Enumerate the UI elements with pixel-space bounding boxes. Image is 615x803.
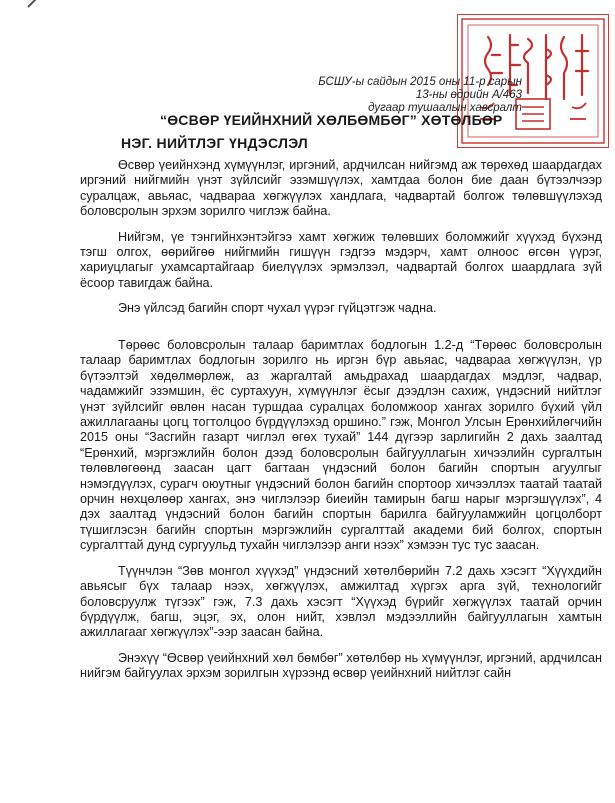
scan-mark [27, 0, 44, 8]
paragraph-5: Түүнчлэн “Зөв монгол хүүхэд” үндэсний хөтөлбөрийн 7.2 дахь хэсэгт “Хүүхдийн авьясыг бүх талаар нээх, хөгжүүлэх, амжилтад хүргэх арга зүй, технологийг боловсруулж түгээх” гэж, 7.3 дахь хэсэгт “Хүүхэд бүрийг хөгжүүлэх таатай орчин бүрдүүлж, багш, эцэг, эх, олон нийт, хэвлэл мэдээллийн байгууллагын хамтын ажиллагааг хөгжүүлэх”-ээр заасан байна. [80, 563, 602, 640]
approval-reference [312, 76, 522, 115]
body-paragraphs-4-6 [80, 338, 602, 692]
paragraph-6: Энэхүү “Өсвөр үеийнхний хөл бөмбөг” хөтөлбөр нь хүмүүнлэг, иргэний, ардчилсан нийгэм байгуулах эрхэм зорилгын хүрээнд өсвөр үеийнхний нийтлэг сайн [80, 650, 602, 681]
body-paragraphs-1-3 [80, 158, 602, 327]
approval-line-2: дугаар тушаалын хавсралт [368, 102, 522, 114]
paragraph-4: Төрөөс боловсролын талаар баримтлах бодлогын 1.2-д “Төрөөс боловсролын талаар баримтлах бодлогын зорилго нь иргэн бүр авьяас, чадвараа хөгжүүлэн, үр бүтээлтэй хөдөлмөрлөж, аз жаргалтай амьдрахад шаардагдах мэдлэг, чадвар, чадамжийг эзэмшин, ёс суртахуун, хүмүүнлэг ёсыг дээдлэн сахиж, үндэсний нийтлэг үнэт зүйлсийг өвлөн насан туршдаа суралцах боломжоор хангах зорилго бүхий үйл ажиллагааны цогц тогтолцоо бүрдүүлэхэд оршино.” гэж, Монгол Улсын Ерөнхийлөгчийн 2015 оны “Засгийн газарт чиглэл өгөх тухай” 144 дүгээр зарлигийн 2 дахь заалтад “Ерөнхий, мэргэжлийн болон дээд боловсролын байгууллагын хичээлийн сургалтын төлөвлөгөөнд заасан цагт багтаан үндэсний болон багийн спортын агуулгыг нэмэгдүүлэх, сурагч оюутныг үндэсний болон багийн спортоор хичээллэх таатай таатай орчин нөхцөлөөр хангах, энэ чиглэлээр биеийн тамирын багш нарыг мэргэшүүлэх”, 4 дэх заалтад үндэсний болон багийн спортын барилга байгууламжийн цогцолборт түшиглэсэн багийн спортын мэргэжлийн сургалттай академи бий болгох, спортын сургалттай дунд сургуульд тухайн чиглэлээр анги нээх” хэмээн тус тус заасан. [80, 338, 602, 553]
paragraph-3: Энэ үйлсэд багийн спорт чухал үүрэг гүйцэтгэж чадна. [118, 301, 437, 316]
section-title: НЭГ. НИЙТЛЭГ ҮНДЭСЛЭЛ [121, 135, 309, 151]
document-title: “ӨСВӨР ҮЕИЙНХНИЙ ХӨЛБӨМБӨГ” ХӨТӨЛБӨР [160, 112, 503, 128]
approval-line-1: БСШУ-ы сайдын 2015 оны 11-р сарын 13-ны өдрийн А/463 [318, 76, 522, 101]
paragraph-1: Өсвөр үеийнхэнд хүмүүнлэг, иргэний, ардчилсан нийгэмд аж төрөхөд шаардагдах иргэний нийгмийн үнэт зүйлсийг эзэмшүүлэх, хамтдаа болон бие даан бүтээлчээр суралцаж, авьяас, чадвараа хөгжүүлэх хандлага, чадвартай болгож төлөвшүүлэхэд боловсролын эрхэм зорилго чиглэж байна. [80, 158, 602, 219]
paragraph-2: Нийгэм, үе тэнгийнхэнтэйгээ хамт хөгжиж төлөвших боломжийг хүүхэд бүхэнд тэгш олгох, өөрийгөө нийгмийн гишүүн гэдгээ мэдэрч, хамт олноос өгсөн үүрэг, хариуцлагыг ухамсартайгаар биелүүлэх эрмэлзэл, чадвартай болгох шаардлага зүй ёсоор тавигдаж байна. [80, 229, 602, 290]
